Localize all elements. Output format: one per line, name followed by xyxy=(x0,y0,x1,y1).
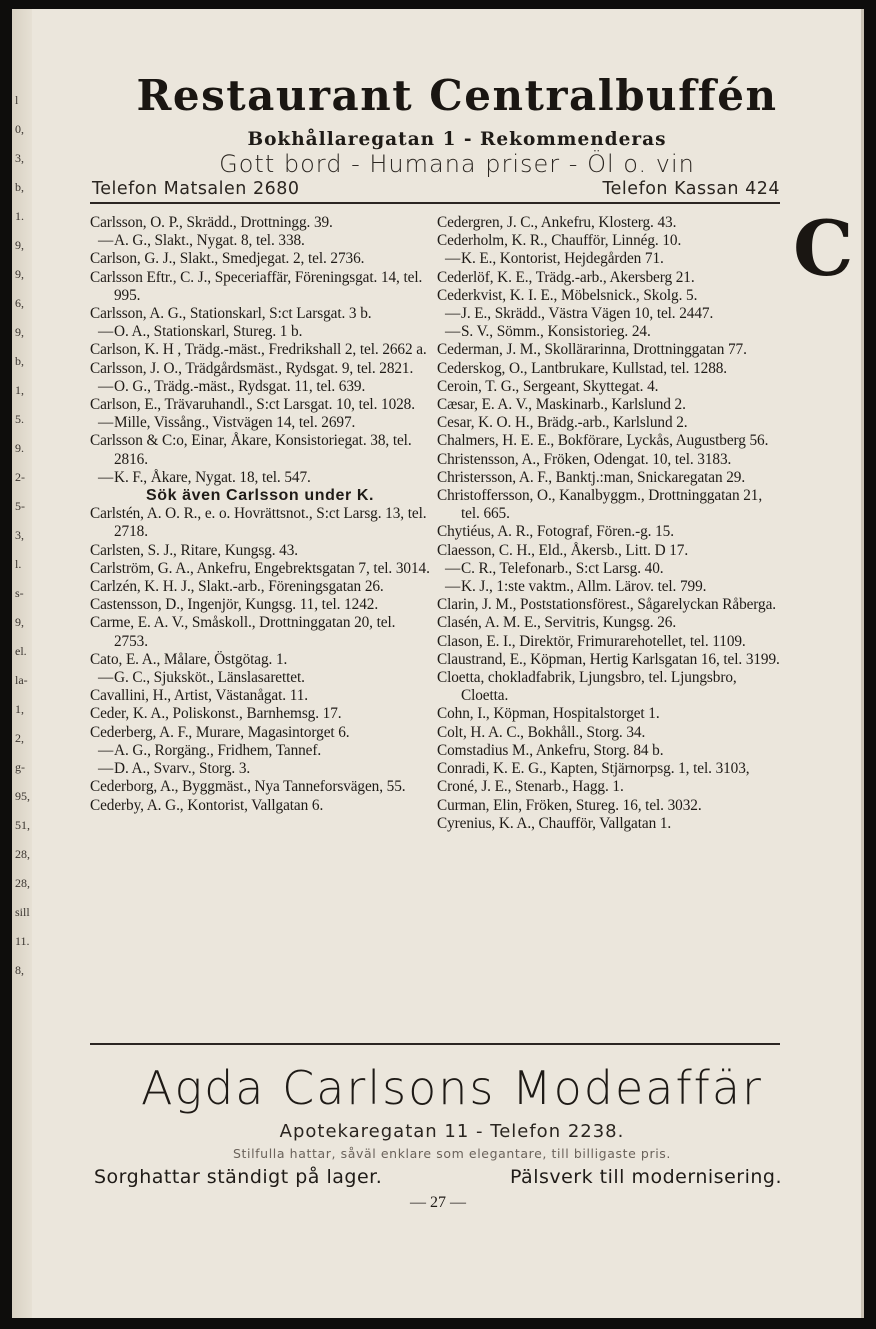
ditto-dash: — xyxy=(445,323,461,341)
facing-page-fragment: la- xyxy=(15,673,28,687)
ditto-dash: — xyxy=(98,414,114,432)
directory-entry: Carlsson, A. G., Stationskarl, S:ct Larsgat. 3 b. xyxy=(90,305,372,323)
directory-entry: Cloetta, chokladfabrik, Ljungsbro, tel. Ljungsbro, Cloetta. xyxy=(437,669,737,705)
directory-entry: Clason, E. I., Direktör, Frimurarehotellet, tel. 1109. xyxy=(437,632,746,650)
directory-entry: Clarin, J. M., Poststationsförest., Sågarelyckan Råberga. xyxy=(437,596,776,614)
ditto-dash: — xyxy=(98,760,114,778)
facing-page-fragment: 9, xyxy=(15,267,24,281)
directory-entry: Clasén, A. M. E., Servitris, Kungsg. 26. xyxy=(437,614,677,632)
see-also-note: Sök även Carlsson under K. xyxy=(145,487,375,505)
modeaffar-ad-right-line: Pälsverk till modernisering. xyxy=(509,1166,782,1188)
directory-entry-continuation xyxy=(437,305,782,323)
facing-page-fragment: 5- xyxy=(15,499,25,513)
ditto-dash: — xyxy=(98,741,114,759)
facing-page-fragment: 28, xyxy=(15,876,30,890)
facing-page-fragment: b, xyxy=(15,354,24,368)
directory-entry: Cohn, I., Köpman, Hospitalstorget 1. xyxy=(437,705,660,723)
directory-entry: Castensson, D., Ingenjör, Kungsg. 11, tel. 1242. xyxy=(90,596,379,614)
facing-page-fragment: 1. xyxy=(15,209,24,223)
facing-page-fragment: 28, xyxy=(15,847,30,861)
ditto-dash: — xyxy=(98,468,114,486)
directory-entry: Cederlöf, K. E., Trädg.-arb., Akersberg 21. xyxy=(437,268,695,286)
directory-entry-continuation xyxy=(437,560,782,578)
ditto-dash: — xyxy=(445,578,461,596)
page-edge xyxy=(861,9,864,1318)
restaurant-ad-subtitle: Bokhållaregatan 1 - Rekommenderas xyxy=(247,129,667,150)
modeaffar-ad-address: Apotekaregatan 11 - Telefon 2238. xyxy=(279,1121,625,1142)
facing-page-fragment: 8, xyxy=(15,963,24,977)
directory-entry: Cederkvist, K. I. E., Möbelsnick., Skolg. 5. xyxy=(437,286,698,304)
facing-page-fragment: 5. xyxy=(15,412,24,426)
facing-page-fragment: 3, xyxy=(15,151,24,165)
directory-entry: Cavallini, H., Artist, Västanågat. 11. xyxy=(90,687,308,705)
directory-entry: Carlsten, S. J., Ritare, Kungsg. 43. xyxy=(90,541,298,559)
ditto-dash: — xyxy=(98,232,114,250)
facing-page-fragment: 2- xyxy=(15,470,25,484)
facing-page-fragment: el. xyxy=(15,644,27,658)
directory-entry: Curman, Elin, Fröken, Stureg. 16, tel. 3032. xyxy=(437,796,702,814)
directory-entry: Cederskog, O., Lantbrukare, Kullstad, tel. 1288. xyxy=(437,359,728,377)
entry-text: O. A., Stationskarl, Stureg. 1 b. xyxy=(114,323,303,341)
entry-text: A. G., Rorgäng., Fridhem, Tannef. xyxy=(114,741,322,759)
directory-entry: Cesar, K. O. H., Brädg.-arb., Karlslund 2. xyxy=(437,414,688,432)
directory-entry: Cederman, J. M., Skollärarinna, Drottninggatan 77. xyxy=(437,341,747,359)
entry-text: O. G., Trädg.-mäst., Rydsgat. 11, tel. 639. xyxy=(114,377,366,395)
directory-entry: Carlström, G. A., Ankefru, Engebrektsgatan 7, tel. 3014. xyxy=(90,559,430,577)
facing-page-fragment: g- xyxy=(15,760,25,774)
directory-entry: Cyrenius, K. A., Chaufför, Vallgatan 1. xyxy=(437,814,672,832)
directory-entry: Carlson, K. H , Trädg.-mäst., Fredrikshall 2, tel. 2662 a. xyxy=(90,341,427,359)
directory-entry: Carlsson & C:o, Einar, Åkare, Konsistoriegat. 38, tel. 2816. xyxy=(90,432,412,468)
directory-entry: Carlsson, O. P., Skrädd., Drottningg. 39. xyxy=(90,214,333,231)
directory-entry: Cederberg, A. F., Murare, Magasintorget 6. xyxy=(90,723,350,741)
facing-page-fragment: 9, xyxy=(15,238,24,252)
directory-entry-continuation xyxy=(90,760,430,778)
directory-entry-continuation xyxy=(90,378,430,396)
directory-entry: Claesson, C. H., Eld., Åkersb., Litt. D 17. xyxy=(437,541,689,559)
facing-page-fragment: 3, xyxy=(15,528,24,542)
directory-entry: Chalmers, H. E. E., Bokförare, Lyckås, Augustberg 56. xyxy=(437,432,769,450)
directory-entry: Christoffersson, O., Kanalbyggm., Drottninggatan 21, tel. 665. xyxy=(437,487,763,523)
directory-entry: Comstadius M., Ankefru, Storg. 84 b. xyxy=(437,741,664,759)
entry-text: K. E., Kontorist, Hejdegården 71. xyxy=(461,250,664,268)
directory-entry-continuation xyxy=(90,323,430,341)
facing-page-fragment: s- xyxy=(15,586,24,600)
entry-text: G. C., Sjuksköt., Länslasarettet. xyxy=(114,669,305,687)
bottom-rule xyxy=(90,1043,780,1045)
restaurant-ad-slogan: Gott bord - Humana priser - Öl o. vin xyxy=(219,150,695,178)
directory-entry-continuation xyxy=(90,232,430,250)
directory-entry: Christensson, A., Fröken, Odengat. 10, tel. 3183. xyxy=(437,450,732,468)
directory-entry: Cato, E. A., Målare, Östgötag. 1. xyxy=(90,650,288,668)
directory-entry: Ceroin, T. G., Sergeant, Skyttegat. 4. xyxy=(437,377,659,395)
directory-entry-continuation xyxy=(437,323,782,341)
ditto-dash: — xyxy=(445,250,461,268)
directory-entry: Cederby, A. G., Kontorist, Vallgatan 6. xyxy=(90,796,324,814)
facing-page-fragment: 9. xyxy=(15,441,24,455)
directory-entry-continuation xyxy=(90,414,430,432)
entry-text: A. G., Slakt., Nygat. 8, tel. 338. xyxy=(114,232,305,250)
page-number: — 27 — xyxy=(410,1194,466,1211)
facing-page-fragment: 0, xyxy=(15,122,24,136)
directory-entry-continuation xyxy=(90,742,430,760)
restaurant-ad-title: Restaurant Centralbuffén xyxy=(136,71,778,120)
directory-page xyxy=(12,9,864,1318)
entry-text: S. V., Sömm., Konsistorieg. 24. xyxy=(461,323,651,341)
facing-page-fragment: 9, xyxy=(15,615,24,629)
facing-page-fragment: 95, xyxy=(15,789,30,803)
left-column xyxy=(90,214,430,815)
directory-entry: Claustrand, E., Köpman, Hertig Karlsgatan 16, tel. 3199. xyxy=(437,650,780,668)
modeaffar-ad-left-line: Sorghattar ständigt på lager. xyxy=(94,1166,383,1188)
facing-page-fragment: 1, xyxy=(15,702,24,716)
restaurant-phone-left: Telefon Matsalen 2680 xyxy=(92,179,300,199)
directory-entry: Carme, E. A. V., Småskoll., Drottninggatan 20, tel. 2753. xyxy=(90,614,396,650)
directory-entry: Cederholm, K. R., Chaufför, Linnég. 10. xyxy=(437,232,682,250)
facing-page-fragment: 6, xyxy=(15,296,24,310)
directory-entry: Cederborg, A., Byggmäst., Nya Tanneforsvägen, 55. xyxy=(90,778,406,796)
directory-entry: Christersson, A. F., Banktj.:man, Snickaregatan 29. xyxy=(437,468,746,486)
entry-text: C. R., Telefonarb., S:ct Larsg. 40. xyxy=(461,559,664,577)
directory-entry: Carlstén, A. O. R., e. o. Hovrättsnot., S:ct Larsg. 13, tel. 2718. xyxy=(90,505,427,541)
entry-text: K. F., Åkare, Nygat. 18, tel. 547. xyxy=(114,468,311,486)
modeaffar-ad-title: Agda Carlsons Modeaffär xyxy=(141,1061,763,1115)
facing-page-fragment: 9, xyxy=(15,325,24,339)
ditto-dash: — xyxy=(98,377,114,395)
entry-text: D. A., Svarv., Storg. 3. xyxy=(114,760,251,778)
right-column xyxy=(437,214,782,833)
facing-page-fragment: 51, xyxy=(15,818,30,832)
directory-entry: Cæsar, E. A. V., Maskinarb., Karlslund 2. xyxy=(437,396,686,414)
directory-entry: Carlsson Eftr., C. J., Speceriaffär, Föreningsgat. 14, tel. 995. xyxy=(90,268,423,304)
section-letter: C xyxy=(793,204,854,293)
directory-entry: Colt, H. A. C., Bokhåll., Storg. 34. xyxy=(437,723,646,741)
restaurant-phone-right: Telefon Kassan 424 xyxy=(602,179,780,199)
directory-entry: Ceder, K. A., Poliskonst., Barnhemsg. 17. xyxy=(90,705,342,723)
facing-page-fragment: l xyxy=(15,93,19,107)
top-rule xyxy=(90,202,780,204)
directory-entry: Chytiéus, A. R., Fotograf, Fören.-g. 15. xyxy=(437,523,674,541)
facing-page-fragment: 11. xyxy=(15,934,30,948)
directory-entry-continuation xyxy=(90,669,430,687)
facing-page-fragment: l. xyxy=(15,557,22,571)
ditto-dash: — xyxy=(98,323,114,341)
ditto-dash: — xyxy=(98,669,114,687)
facing-page-fragment: sill xyxy=(15,905,30,919)
modeaffar-ad-note: Stilfulla hattar, såväl enklare som elegantare, till billigaste pris. xyxy=(233,1146,671,1161)
ditto-dash: — xyxy=(445,305,461,323)
ditto-dash: — xyxy=(445,559,461,577)
facing-page-fragment: b, xyxy=(15,180,24,194)
directory-entry: Croné, J. E., Stenarb., Hagg. 1. xyxy=(437,778,624,796)
directory-entry: Carlson, E., Trävaruhandl., S:ct Larsgat. 10, tel. 1028. xyxy=(90,396,415,414)
directory-entry-continuation xyxy=(90,469,430,487)
facing-page-strip xyxy=(12,9,32,1318)
directory-entry: Cedergren, J. C., Ankefru, Klosterg. 43. xyxy=(437,214,677,231)
entry-text: K. J., 1:ste vaktm., Allm. Lärov. tel. 799. xyxy=(461,578,707,596)
facing-page-fragment: 2, xyxy=(15,731,24,745)
directory-entry-continuation xyxy=(437,578,782,596)
directory-entry-continuation xyxy=(437,250,782,268)
facing-page-fragment: 1, xyxy=(15,383,24,397)
directory-entry: Carlson, G. J., Slakt., Smedjegat. 2, tel. 2736. xyxy=(90,250,365,268)
directory-entry: Carlsson, J. O., Trädgårdsmäst., Rydsgat. 9, tel. 2821. xyxy=(90,359,414,377)
entry-text: Mille, Vissång., Vistvägen 14, tel. 2697. xyxy=(114,414,356,432)
entry-text: J. E., Skrädd., Västra Vägen 10, tel. 2447. xyxy=(461,305,714,323)
directory-entry: Carlzén, K. H. J., Slakt.-arb., Föreningsgatan 26. xyxy=(90,578,384,596)
directory-entry: Conradi, K. E. G., Kapten, Stjärnorpsg. 1, tel. 3103, xyxy=(437,760,750,778)
